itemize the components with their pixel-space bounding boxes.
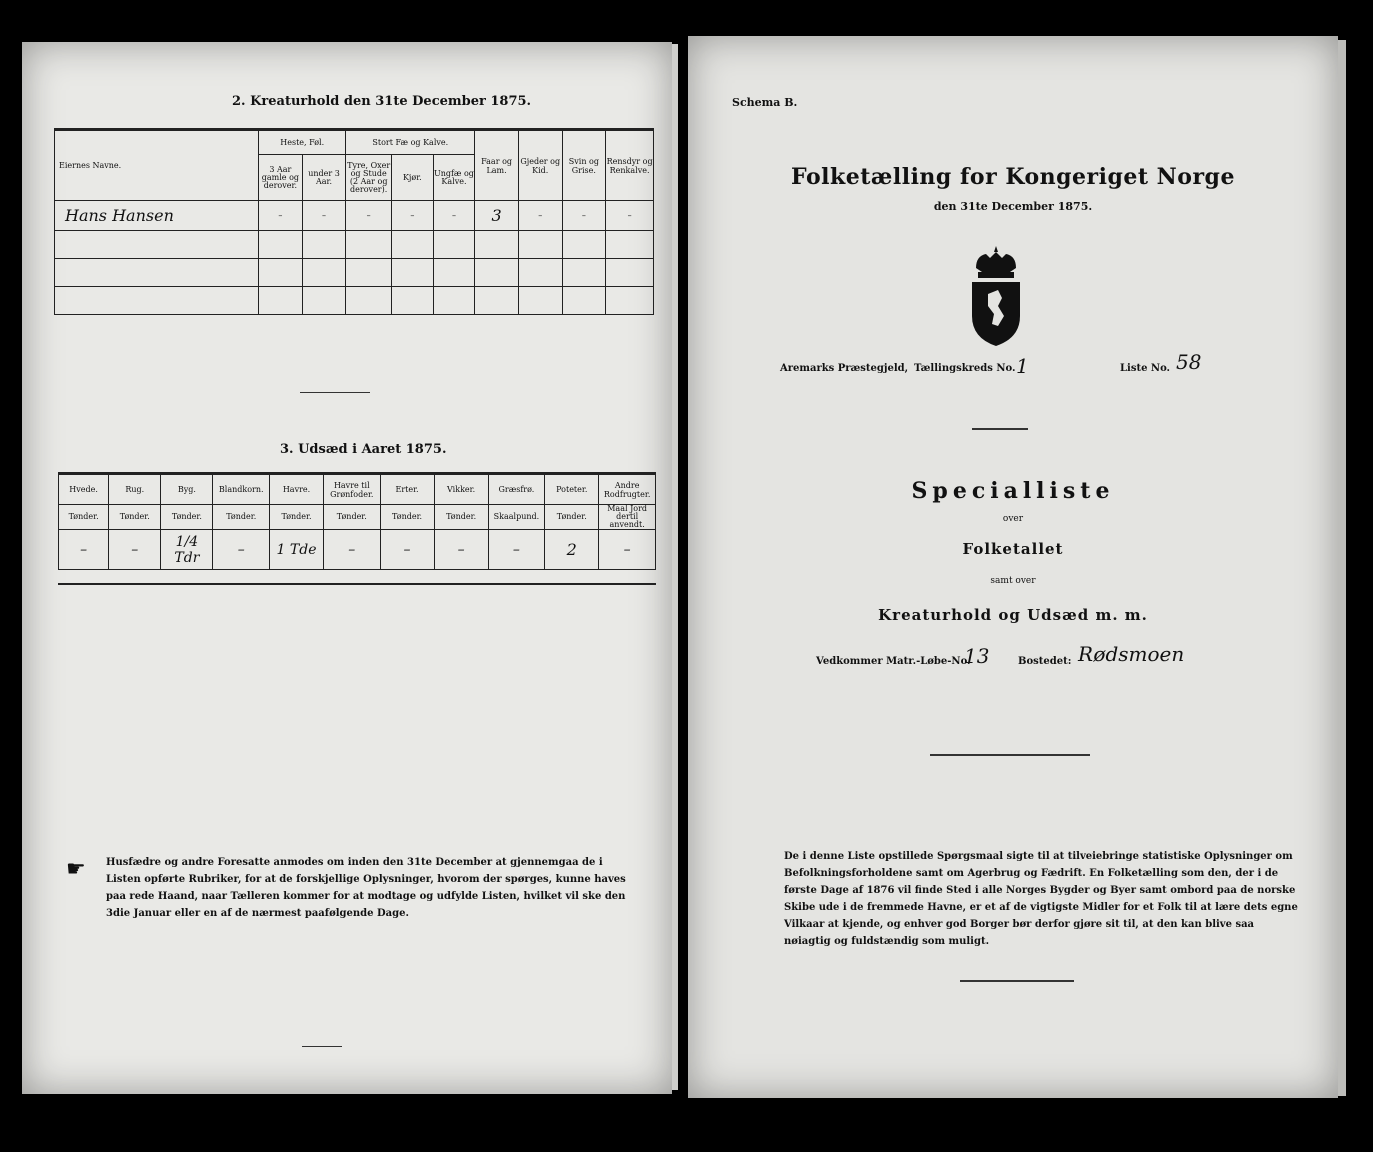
info-paragraph: De i denne Liste opstillede Spørgsmaal sigte til at tilveiebringe statistiske Oplysninger om Befolkningsforholdene samt om Agerbrug og Fædrift. En Folketælling som den, der i de første Dage af 1876 vil finde Sted i alle Norges Bygder og Byer samt ombord paa de norske Skibe ude i de fremmede Havne, er et af de vigtigste Midler for et Folk til at lære dets egne Vilkaar at kjende, og enhver god Borger bør derfor gjøre sit til, at den kan blive saa nøiagtig og fuldstændig som muligt. xyxy=(784,851,1298,947)
table-row xyxy=(55,259,654,287)
table-row xyxy=(55,287,654,315)
udsaed-header: Havre til Grønfoder. xyxy=(324,475,380,505)
table-row xyxy=(55,201,654,231)
udsaed-unit: Tønder. xyxy=(545,505,599,530)
samt-over-text: samt over xyxy=(990,576,1036,586)
udsaed-table xyxy=(58,474,656,570)
udsaed-header: Havre. xyxy=(270,475,324,505)
schema-label: Schema B. xyxy=(732,96,798,109)
cell: – xyxy=(302,201,346,231)
udsaed-value: – xyxy=(599,530,656,570)
instructions-note: Husfædre og andre Foresatte anmodes om inden den 31te December at gjennemgaa de i Listen opførte Rubriker, for at de forskjellige Oplysninger, hvorom der spørges, kunne haves paa rede Haand, naar Tælleren kommer for at modtage og udfylde Listen, hvilket vil ske den 3die Januar eller en af de nærmest paafølgende Dage. xyxy=(106,857,626,919)
udsaed-unit: Tønder. xyxy=(213,505,270,530)
udsaed-unit: Maal Jord dertil anvendt. xyxy=(599,505,656,530)
group-stort-header: Stort Fæ og Kalve. xyxy=(346,131,475,155)
udsaed-value: – xyxy=(488,530,545,570)
sub-tyre: Tyre, Oxer og Stude (2 Aar og derover). xyxy=(346,155,392,201)
col-owner-header: Eiernes Navne. xyxy=(55,131,259,201)
matr-label: Vedkommer Matr.-Løbe-No. xyxy=(816,656,971,667)
left-page xyxy=(22,42,672,1094)
udsaed-header: Byg. xyxy=(161,475,213,505)
udsaed-header: Hvede. xyxy=(59,475,109,505)
over-text: over xyxy=(1002,514,1024,524)
udsaed-value: 2 xyxy=(545,530,599,570)
udsaed-unit: Tønder. xyxy=(324,505,380,530)
tellingskreds-value: 1 xyxy=(1016,354,1029,378)
separator xyxy=(972,428,1028,430)
page-edge xyxy=(1338,40,1346,1096)
udsaed-unit: Tønder. xyxy=(59,505,109,530)
divider xyxy=(58,583,656,585)
cell: – xyxy=(562,201,606,231)
sub-heste-young: under 3 Aar. xyxy=(302,155,346,201)
udsaed-header: Andre Rodfrugter. xyxy=(599,475,656,505)
pointing-hand-icon: ☛ xyxy=(66,857,86,882)
folketallet-heading: Folketallet xyxy=(962,540,1064,558)
matr-value: 13 xyxy=(964,644,990,668)
specialliste-heading: Specialliste xyxy=(911,478,1115,504)
owner-name: Hans Hansen xyxy=(55,201,259,231)
udsaed-unit: Tønder. xyxy=(434,505,488,530)
udsaed-value: 1/4 Tdr xyxy=(161,530,213,570)
separator xyxy=(300,392,370,393)
section3-title: 3. Udsæd i Aaret 1875. xyxy=(280,442,447,457)
udsaed-value: – xyxy=(324,530,380,570)
udsaed-value: – xyxy=(380,530,434,570)
coat-of-arms-icon xyxy=(964,244,1028,348)
udsaed-value: 1 Tde xyxy=(270,530,324,570)
cell: – xyxy=(259,201,303,231)
udsaed-unit: Tønder. xyxy=(270,505,324,530)
page-title: Folketælling for Kongeriget Norge xyxy=(791,164,1235,190)
udsaed-unit: Tønder. xyxy=(161,505,213,530)
cell: – xyxy=(433,201,475,231)
sub-heste-old: 3 Aar gamle og derover. xyxy=(259,155,303,201)
bostedet-label: Bostedet: xyxy=(1018,656,1072,667)
udsaed-header: Poteter. xyxy=(545,475,599,505)
table-row xyxy=(59,530,656,570)
udsaed-header: Erter. xyxy=(380,475,434,505)
right-page xyxy=(688,36,1338,1098)
separator xyxy=(930,754,1090,756)
col-rensdyr-header: Rensdyr og Renkalve. xyxy=(606,131,654,201)
cell: – xyxy=(392,201,434,231)
section2-title: 2. Kreaturhold den 31te December 1875. xyxy=(232,94,532,109)
group-heste-header: Heste, Føl. xyxy=(259,131,346,155)
kreaturhold-heading: Kreaturhold og Udsæd m. m. xyxy=(878,606,1148,624)
prestegjeld-label: Aremarks Præstegjeld, xyxy=(780,363,909,374)
udsaed-header: Græsfrø. xyxy=(488,475,545,505)
col-faar-header: Faar og Lam. xyxy=(475,131,519,201)
cell: – xyxy=(606,201,654,231)
cell: – xyxy=(346,201,392,231)
sub-kjor: Kjør. xyxy=(392,155,434,201)
udsaed-value: – xyxy=(434,530,488,570)
page-subtitle: den 31te December 1875. xyxy=(933,200,1093,213)
udsaed-header: Rug. xyxy=(109,475,161,505)
kreaturhold-table xyxy=(54,130,654,315)
udsaed-unit: Skaalpund. xyxy=(488,505,545,530)
cell: – xyxy=(518,201,562,231)
udsaed-header: Vikker. xyxy=(434,475,488,505)
separator xyxy=(302,1046,342,1047)
udsaed-unit: Tønder. xyxy=(109,505,161,530)
liste-label: Liste No. xyxy=(1120,363,1171,374)
udsaed-unit: Tønder. xyxy=(380,505,434,530)
tellingskreds-label: Tællingskreds No. xyxy=(914,363,1016,374)
udsaed-header: Blandkorn. xyxy=(213,475,270,505)
cell: 3 xyxy=(475,201,519,231)
table-row xyxy=(55,231,654,259)
udsaed-value: – xyxy=(213,530,270,570)
udsaed-value: – xyxy=(109,530,161,570)
bostedet-value: Rødsmoen xyxy=(1078,642,1185,666)
sub-ungfae: Ungfæ og Kalve. xyxy=(433,155,475,201)
page-edge xyxy=(672,44,678,1090)
udsaed-value: – xyxy=(59,530,109,570)
liste-value: 58 xyxy=(1176,350,1202,374)
col-gjeder-header: Gjeder og Kid. xyxy=(518,131,562,201)
col-svin-header: Svin og Grise. xyxy=(562,131,606,201)
separator xyxy=(960,980,1074,982)
